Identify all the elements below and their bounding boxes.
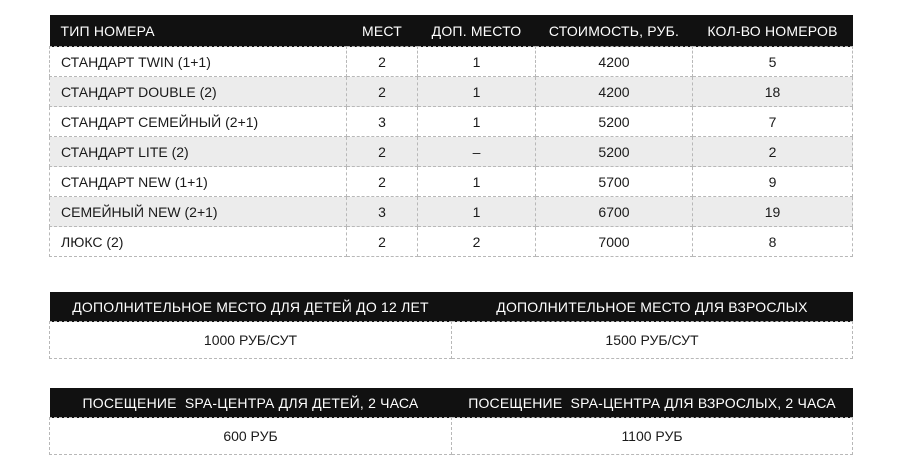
room-count-cell: 18 bbox=[693, 77, 853, 107]
room-type-cell: СТАНДАРТ DOUBLE (2) bbox=[50, 77, 347, 107]
header-spa-children: ПОСЕЩЕНИЕ SPA-ЦЕНТРА ДЛЯ ДЕТЕЙ, 2 ЧАСА bbox=[50, 388, 452, 418]
extra-bed-cell: 2 bbox=[418, 227, 536, 257]
table-row bbox=[50, 77, 853, 107]
header-price: СТОИМОСТЬ, РУБ. bbox=[536, 15, 693, 47]
price-cell: 4200 bbox=[536, 77, 693, 107]
header-spa-adults: ПОСЕЩЕНИЕ SPA-ЦЕНТРА ДЛЯ ВЗРОСЛЫХ, 2 ЧАСА bbox=[452, 388, 853, 418]
table-row bbox=[50, 227, 853, 257]
seats-cell: 2 bbox=[347, 47, 418, 77]
extra-bed-table bbox=[49, 292, 853, 359]
price-cell: 6700 bbox=[536, 197, 693, 227]
seats-cell: 2 bbox=[347, 167, 418, 197]
room-count-cell: 5 bbox=[693, 47, 853, 77]
table-row bbox=[50, 137, 853, 167]
room-type-cell: СТАНДАРТ TWIN (1+1) bbox=[50, 47, 347, 77]
table-header-row bbox=[50, 388, 853, 418]
room-count-cell: 8 bbox=[693, 227, 853, 257]
room-count-cell: 9 bbox=[693, 167, 853, 197]
extra-bed-cell: – bbox=[418, 137, 536, 167]
extra-bed-cell: 1 bbox=[418, 107, 536, 137]
extra-bed-cell: 1 bbox=[418, 167, 536, 197]
table-row bbox=[50, 197, 853, 227]
room-count-cell: 19 bbox=[693, 197, 853, 227]
extra-bed-children-price: 1000 РУБ/СУТ bbox=[50, 322, 452, 359]
table-header-row bbox=[50, 292, 853, 322]
table-row bbox=[50, 418, 853, 455]
extra-bed-cell: 1 bbox=[418, 47, 536, 77]
price-cell: 5700 bbox=[536, 167, 693, 197]
room-count-cell: 7 bbox=[693, 107, 853, 137]
room-type-cell: СТАНДАРТ NEW (1+1) bbox=[50, 167, 347, 197]
spa-children-price: 600 РУБ bbox=[50, 418, 452, 455]
room-type-cell: СЕМЕЙНЫЙ NEW (2+1) bbox=[50, 197, 347, 227]
extra-bed-cell: 1 bbox=[418, 197, 536, 227]
seats-cell: 2 bbox=[347, 77, 418, 107]
extra-bed-cell: 1 bbox=[418, 77, 536, 107]
room-count-cell: 2 bbox=[693, 137, 853, 167]
header-room-type: ТИП НОМЕРА bbox=[50, 15, 347, 47]
extra-bed-adults-price: 1500 РУБ/СУТ bbox=[452, 322, 853, 359]
seats-cell: 3 bbox=[347, 197, 418, 227]
spa-table bbox=[49, 388, 853, 455]
room-type-cell: СТАНДАРТ СЕМЕЙНЫЙ (2+1) bbox=[50, 107, 347, 137]
price-cell: 4200 bbox=[536, 47, 693, 77]
table-row bbox=[50, 167, 853, 197]
spa-adults-price: 1100 РУБ bbox=[452, 418, 853, 455]
header-extra-bed: ДОП. МЕСТО bbox=[418, 15, 536, 47]
room-type-cell: СТАНДАРТ LITE (2) bbox=[50, 137, 347, 167]
seats-cell: 2 bbox=[347, 227, 418, 257]
table-row bbox=[50, 47, 853, 77]
header-seats: МЕСТ bbox=[347, 15, 418, 47]
price-cell: 5200 bbox=[536, 137, 693, 167]
table-header-row bbox=[50, 15, 853, 47]
room-types-table bbox=[49, 15, 853, 257]
price-cell: 7000 bbox=[536, 227, 693, 257]
header-extra-bed-children: ДОПОЛНИТЕЛЬНОЕ МЕСТО ДЛЯ ДЕТЕЙ ДО 12 ЛЕТ bbox=[50, 292, 452, 322]
table-row bbox=[50, 322, 853, 359]
table-row bbox=[50, 107, 853, 137]
price-cell: 5200 bbox=[536, 107, 693, 137]
seats-cell: 3 bbox=[347, 107, 418, 137]
seats-cell: 2 bbox=[347, 137, 418, 167]
header-extra-bed-adults: ДОПОЛНИТЕЛЬНОЕ МЕСТО ДЛЯ ВЗРОСЛЫХ bbox=[452, 292, 853, 322]
header-room-count: КОЛ-ВО НОМЕРОВ bbox=[693, 15, 853, 47]
room-type-cell: ЛЮКС (2) bbox=[50, 227, 347, 257]
